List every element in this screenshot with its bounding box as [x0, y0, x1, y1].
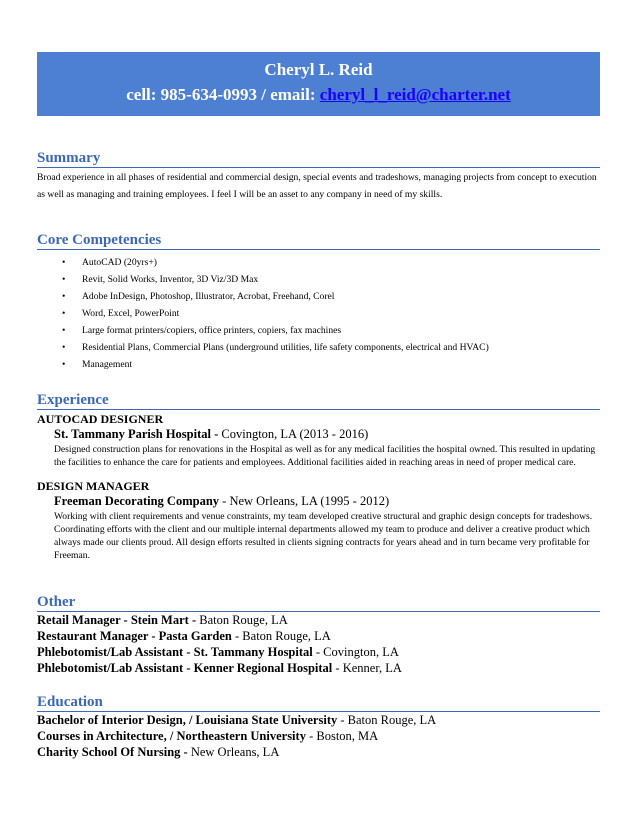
list-item: • Revit, Solid Works, Inventor, 3D Viz/3D Max	[62, 271, 600, 288]
resume-header	[37, 52, 600, 116]
list-item: Phlebotomist/Lab Assistant - Kenner Regional Hospital - Kenner, LA	[37, 661, 402, 675]
bullet-icon: •	[62, 359, 66, 370]
list-item: Courses in Architecture, / Northeastern University - Boston, MA	[37, 729, 379, 743]
bullet-icon: •	[62, 257, 66, 268]
section-title-competencies: Core Competencies	[37, 232, 600, 250]
job-employer: Freeman Decorating Company - New Orleans, LA (1995 - 2012)	[54, 494, 390, 508]
section-title-education: Education	[37, 694, 600, 712]
job-entry	[37, 412, 600, 469]
experience-section	[37, 392, 600, 562]
bullet-icon: •	[62, 291, 66, 302]
competencies-section	[37, 232, 600, 373]
bullet-icon: •	[62, 274, 66, 285]
section-title-summary: Summary	[37, 150, 600, 168]
bullet-icon: •	[62, 308, 66, 319]
job-employer: St. Tammany Parish Hospital - Covington, LA (2013 - 2016)	[54, 427, 369, 441]
list-item: Charity School Of Nursing - New Orleans, LA	[37, 745, 280, 759]
job-description: Designed construction plans for renovations in the Hospital as well as for any medical facilities the hospital owned. This resulted in updating the facilities to enhance the care for patients and employees. Additional facilities aided in reaching areas in need of proper medical care.	[54, 444, 596, 468]
list-item: • AutoCAD (20yrs+)	[62, 254, 600, 271]
job-title: DESIGN MANAGER	[37, 479, 150, 493]
list-item: • Large format printers/copiers, office printers, copiers, fax machines	[62, 322, 600, 339]
summary-text: Broad experience in all phases of residential and commercial design, special events and tradeshows, managing projects from concept to execution as well as managing and training employees. I feel I will be an asset to any company in need of my skills.	[37, 172, 597, 200]
list-item: Retail Manager - Stein Mart - Baton Rouge, LA	[37, 613, 288, 627]
contact-line	[37, 85, 600, 105]
other-section	[37, 594, 600, 676]
job-entry	[37, 479, 600, 562]
job-description: Working with client requirements and venue constraints, my team developed creative structural and graphic design concepts for tradeshows. Coordinating efforts with the client and our multiple internal departments allowed my team to produce and deliver a creative product which always made our clients proud. All design efforts resulted in clients signing contracts for years ahead and in turn became very profitable for Freeman.	[54, 511, 593, 561]
list-item: • Residential Plans, Commercial Plans (underground utilities, life safety components, electrical and HVAC)	[62, 339, 600, 356]
section-title-other: Other	[37, 594, 600, 612]
email-link[interactable]: cheryl_l_reid@charter.net	[319, 85, 511, 104]
candidate-name: Cheryl L. Reid	[264, 60, 373, 79]
contact-phone: cell: 985-634-0993 / email:	[126, 85, 320, 104]
list-item: Bachelor of Interior Design, / Louisiana State University - Baton Rouge, LA	[37, 713, 437, 727]
education-section	[37, 694, 600, 760]
list-item: Restaurant Manager - Pasta Garden - Baton Rouge, LA	[37, 629, 331, 643]
list-item: • Management	[62, 356, 600, 373]
summary-section	[37, 150, 600, 203]
list-item: • Adobe InDesign, Photoshop, Illustrator, Acrobat, Freehand, Corel	[62, 288, 600, 305]
bullet-icon: •	[62, 342, 66, 353]
list-item: Phlebotomist/Lab Assistant - St. Tammany Hospital - Covington, LA	[37, 645, 399, 659]
job-title: AUTOCAD DESIGNER	[37, 412, 164, 426]
bullet-icon: •	[62, 325, 66, 336]
section-title-experience: Experience	[37, 392, 600, 410]
competencies-list	[37, 254, 600, 373]
list-item: • Word, Excel, PowerPoint	[62, 305, 600, 322]
